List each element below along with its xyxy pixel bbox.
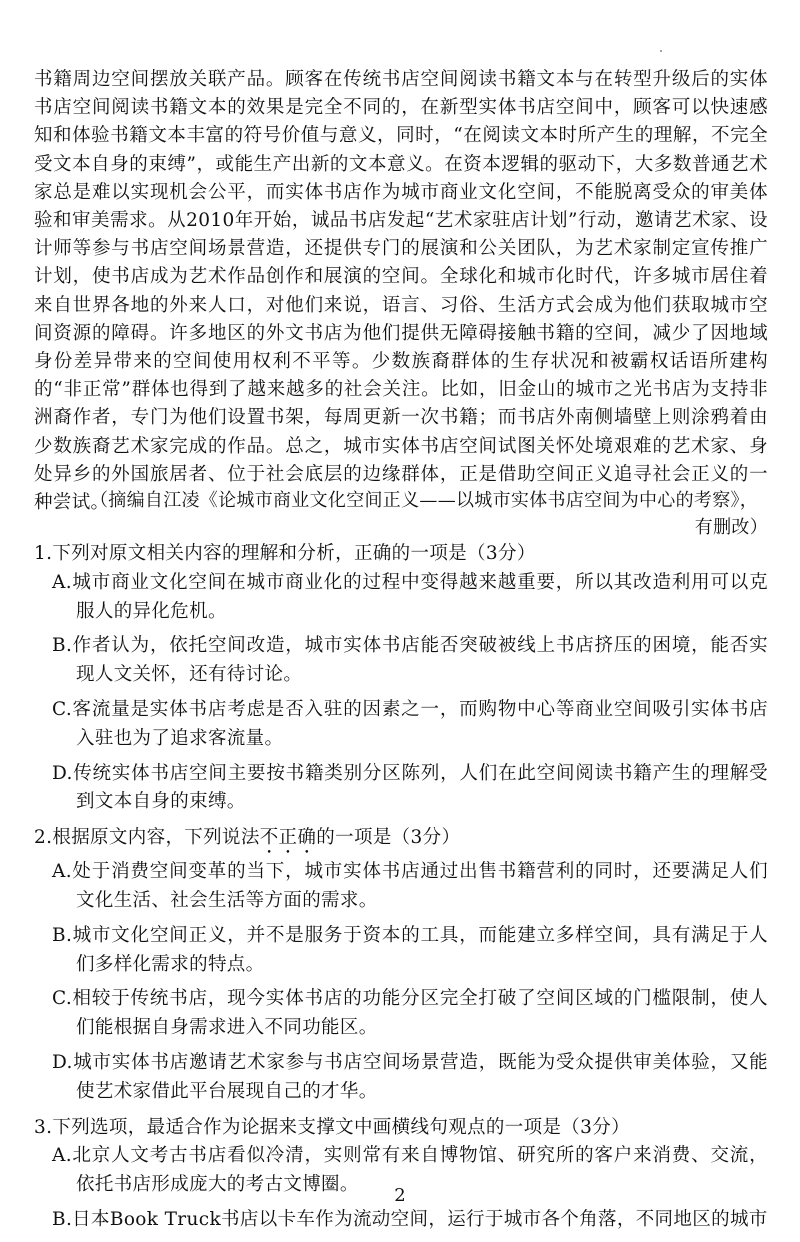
option-a: A.北京人文考古书店看似冷清，实则常有来自博物馆、研究所的客户来消费、交流，依托书店形成庞大的考古文博圈。 <box>52 1145 768 1196</box>
option-d: D.城市实体书店邀请艺术家参与书店空间场景营造，既能为受众提供审美体验，又能使艺术家借此平台展现自己的才华。 <box>52 1051 768 1102</box>
emphasis-text: 不正确 <box>259 827 317 849</box>
source-citation <box>34 487 768 541</box>
question-stem: 1.下列对原文相关内容的理解和分析，正确的一项是（3分） <box>34 543 536 564</box>
option-a: A.处于消费空间变革的当下，城市实体书店通过出售书籍营利的同时，还要满足人们文化生活、社会生活等方面的需求。 <box>52 861 768 911</box>
option-c: C.相较于传统书店，现今实体书店的功能分区完全打破了空间区域的门槛限制，使人们能根据自身需求进入不同功能区。 <box>52 988 768 1039</box>
option-b: B.城市文化空间正义，并不是服务于资本的工具，而能建立多样空间，具有满足于人们多样化需求的特点。 <box>52 924 768 975</box>
citation-tail: 有删改） <box>694 517 768 538</box>
option-b: B.日本Book Truck书店以卡车作为流动空间，运行于城市各个角落，不同地区的城市 <box>52 1208 768 1230</box>
option-c: C.客流量是实体书店考虑是否入驻的因素之一，而购物中心等商业空间吸引实体书店入驻也为了追求客流量。 <box>52 698 768 749</box>
question-list <box>34 540 768 1242</box>
reading-passage: 书籍周边空间摆放关联产品。顾客在传统书店空间阅读书籍文本与在转型升级后的实体书店空间阅读书籍文本的效果是完全不同的，在新型实体书店空间中，顾客可以快速感知和体验书籍文本丰富的符号价值与意义，同时，“在阅读文本时所产生的理解，不完全受文本自身的束缚”，或能生产出新的文本意义。在资本逻辑的驱动下，大多数普通艺术家总是难以实现机会公平，而实体书店作为城市商业文化空间，不能脱离受众的审美体验和审美需求。从2010年开始，诚品书店发起“艺术家驻店计划”行动，邀请艺术家、设计师等参与书店空间场景营造，还提供专门的展演和公关团队，为艺术家制定宣传推广计划，使书店成为艺术作品创作和展演的空间。全球化和城市化时代，许多城市居住着来自世界各地的外来人口，对他们来说，语言、习俗、生活方式会成为他们获取城市空间资源的障碍。许多地区的外文书店为他们提供无障碍接触书籍的空间，减少了因地域身份差异带来的空间使用权利不平等。少数族裔群体的生存状况和被霸权话语所建构的“非正常”群体也得到了越来越多的社会关注。比如，旧金山的城市之光书店为支持非洲裔作者，专门为他们设置书架，每周更新一次书籍；而书店外南侧墙壁上则涂鸦着由少数族裔艺术家完成的作品。总之，城市实体书店空间试图关怀处境艰难的艺术家、身处异乡的外国旅居者、位于社会底层的边缘群体，正是借助空间正义追寻社会正义的一种尝试。 <box>34 69 768 514</box>
question-1 <box>34 540 768 817</box>
option-a: A.城市商业文化空间在城市商业化的过程中变得越来越重要，所以其改造利用可以克服人的异化危机。 <box>52 571 768 622</box>
question-3 <box>34 1114 768 1235</box>
question-2 <box>34 824 768 1106</box>
scan-speck <box>660 50 662 52</box>
citation-main: （摘编自江凌《论城市商业文化空间正义——以城市实体书店空间为中心的考察》， <box>90 490 759 511</box>
question-stem: 3.下列选项，最适合作为论据来支撑文中画横线句观点的一项是（3分） <box>34 1116 630 1138</box>
option-d: D.传统实体书店空间主要按书籍类别分区陈列，人们在此空间阅读书籍产生的理解受到文本自身的束缚。 <box>52 762 768 813</box>
question-stem: 2.根据原文内容，下列说法不正确的一项是（3分） <box>34 827 461 849</box>
page-number: 2 <box>394 1185 406 1206</box>
option-b: B.作者认为，依托空间改造，城市实体书店能否突破被线上书店挤压的困境，能否实现人文关怀，还有待讨论。 <box>52 635 768 686</box>
